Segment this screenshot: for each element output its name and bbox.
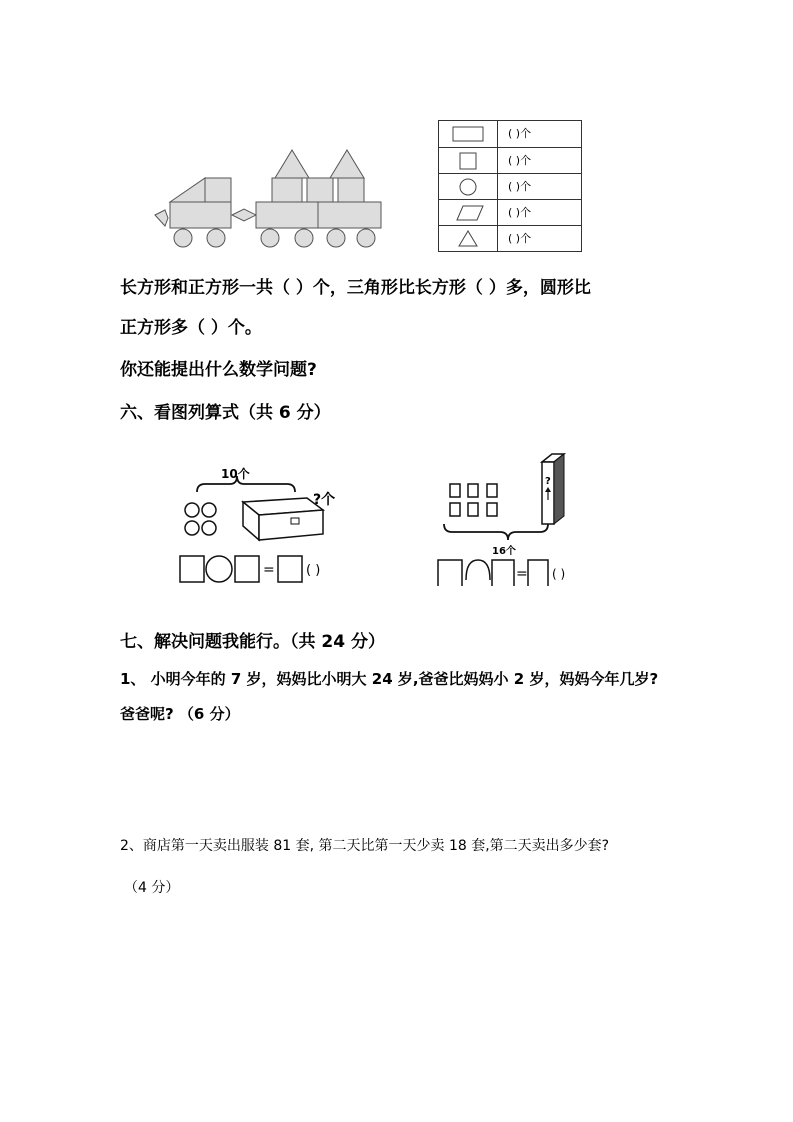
parallelogram-icon [439, 200, 497, 226]
problem-2-line-1: 2、商店第一天卖出服装 81 套, 第二天比第一天少卖 18 套,第二天卖出多少套? [120, 838, 610, 854]
problem-1-line-1: 1、 小明今年的 7 岁，妈妈比小明大 24 岁,爸爸比妈妈小 2 岁，妈妈今年几岁? [120, 670, 659, 688]
equals-sign: = [263, 562, 275, 578]
table-cell-count: ( )个 [497, 226, 581, 252]
box-question: ? [545, 476, 551, 487]
question-count: ?个 [313, 492, 336, 508]
problem-1-line-2: 爸爸呢? （6 分） [120, 705, 240, 723]
circle-icon [439, 174, 497, 200]
table-row [439, 225, 581, 251]
shape-count-table [438, 120, 582, 252]
train-figure [150, 140, 390, 255]
equals-sign-2: = [516, 566, 528, 582]
table-row [439, 121, 581, 147]
question-line-1: 长方形和正方形一共（ ）个，三角形比长方形（ ）多，圆形比 [120, 278, 591, 298]
question-line-3: 你还能提出什么数学问题? [120, 360, 317, 380]
brace-label-16: 16个 [492, 546, 516, 557]
question-line-2: 正方形多（ ）个。 [120, 318, 262, 338]
table-cell-count: ( )个 [497, 121, 581, 147]
answer-paren: ( ) [306, 563, 321, 578]
problem-2-line-2: （4 分） [124, 880, 180, 896]
triangle-icon [439, 226, 497, 252]
section7-title: 七、解决问题我能行。（共 24 分） [120, 632, 385, 652]
table-row [439, 147, 581, 173]
table-cell-count: ( )个 [497, 174, 581, 200]
section6-title: 六、看图列算式（共 6 分） [120, 403, 331, 423]
square-icon [439, 148, 497, 174]
brace-label: 10个 [221, 467, 250, 481]
rectangle-icon [439, 121, 497, 147]
table-cell-count: ( )个 [497, 200, 581, 226]
table-row [439, 199, 581, 225]
figure-boxes-column [420, 450, 600, 590]
table-cell-count: ( )个 [497, 148, 581, 174]
table-row [439, 173, 581, 199]
answer-paren-2: ( ) [552, 567, 566, 581]
figure-box-balls [175, 460, 345, 590]
